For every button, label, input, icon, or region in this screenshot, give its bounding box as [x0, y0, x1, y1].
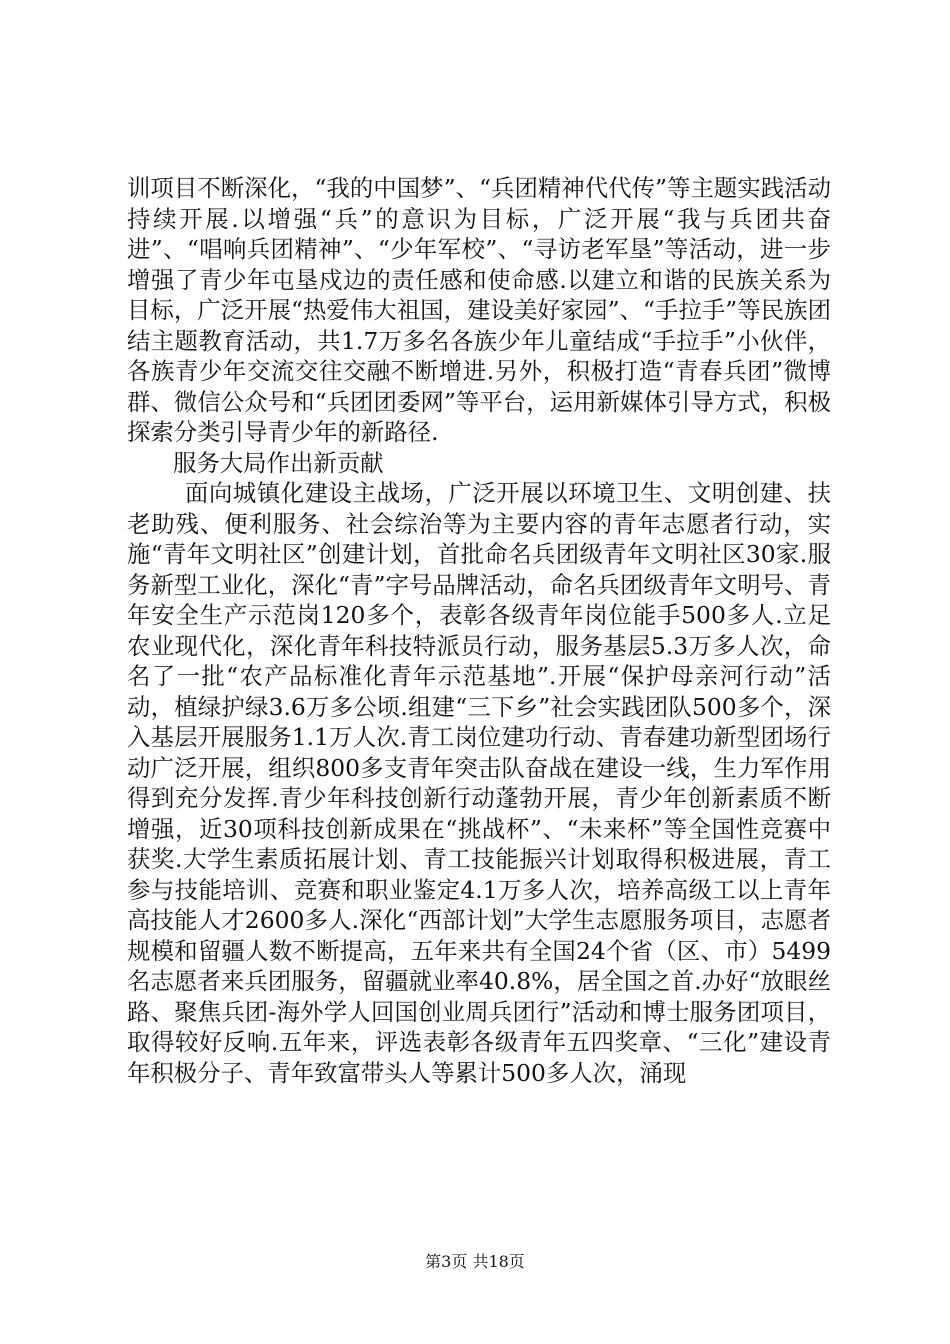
page-number-label: 第3页 共18页	[425, 1252, 525, 1271]
section-heading: 服务大局作出新贡献	[173, 448, 384, 477]
paragraph-service: 面向城镇化建设主战场，广泛开展以环境卫生、文明创建、扶老助残、便利服务、社会综治等为主要内容的青年志愿者行动，实施“青年文明社区”创建计划，首批命名兵团级青年文明社区30家.服务新型工业化，深化“青”字号品牌活动，命名兵团级青年文明号、青年安全生产示范岗120多个，表彰各级青年岗位能手500多人.立足农业现代化，深化青年科技特派员行动，服务基层5.3万多人次，命名了一批“农产品标准化青年示范基地”.开展“保护母亲河行动”活动，植绿护绿3.6万多公顷.组建“三下乡”社会实践团队500多个，深入基层开展服务1.1万人次.青工岗位建功行动、青春建功新型团场行动广泛开展，组织800多支青年突击队奋战在建设一线，生力军作用得到充分发挥.青少年科技创新行动蓬勃开展，青少年创新素质不断增强，近30项科技创新成果在“挑战杯”、“未来杯”等全国性竞赛中获奖.大学生素质拓展计划、青工技能振兴计划取得积极进展，青工参与技能培训、竞赛和职业鉴定4.1万多人次，培养高级工以上青年高技能人才2600多人.深化“西部计划”大学生志愿服务项目，志愿者规模和留疆人数不断提高，五年来共有全国24个省（区、市）5499名志愿者来兵团服务，留疆就业率40.8%，居全国之首.办好“放眼丝路、聚焦兵团-海外学人回国创业周兵团行”活动和博士服务团项目，取得较好反响.五年来，评选表彰各级青年五四奖章、“三化”建设青年积极分子、青年致富带头人等累计500多人次，涌现	[127, 479, 831, 1087]
page-footer	[0, 1249, 950, 1272]
document-body	[127, 173, 831, 1088]
paragraph-continuation: 训项目不断深化，“我的中国梦”、“兵团精神代代传”等主题实践活动持续开展.以增强“兵”的意识为目标，广泛开展“我与兵团共奋进”、“唱响兵团精神”、“少年军校”、“寻访老军垦”等活动，进一步增强了青少年屯垦戍边的责任感和使命感.以建立和谐的民族关系为目标，广泛开展“热爱伟大祖国，建设美好家园”、“手拉手”等民族团结主题教育活动，共1.7万多名各族少年儿童结成“手拉手”小伙伴，各族青少年交流交往交融不断增进.另外，积极打造“青春兵团”微博群、微信公众号和“兵团团委网”等平台，运用新媒体引导方式，积极探索分类引导青少年的新路径.	[127, 174, 831, 446]
